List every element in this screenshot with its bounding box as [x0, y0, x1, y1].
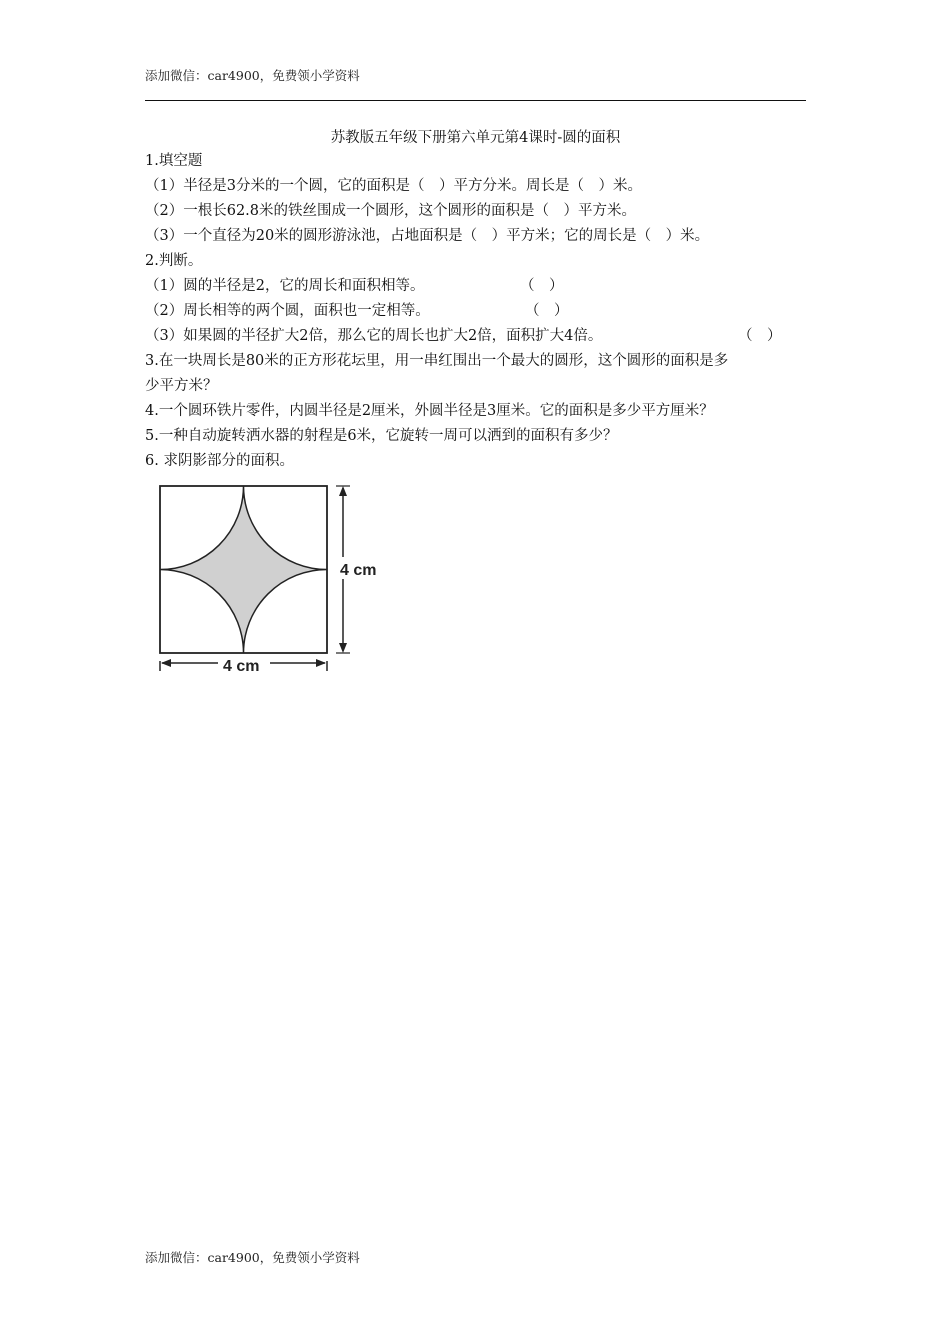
- judge-question-2: （2）周长相等的两个圆，面积也一定相等。: [145, 303, 430, 319]
- problem-5: 5.一种自动旋转洒水器的射程是6米，它旋转一周可以洒到的面积有多少？: [145, 428, 618, 444]
- section-1-heading: 1.填空题: [145, 153, 203, 169]
- judge-answer-blank-3: （ ）: [738, 328, 782, 344]
- shaded-area-figure: [156, 481, 386, 671]
- width-arrow-left: [161, 659, 171, 667]
- fill-question-2: （2）一根长62.8米的铁丝围成一个圆形，这个圆形的面积是（ ）平方米。: [145, 203, 637, 219]
- problem-3-line-2: 少平方米？: [145, 378, 218, 394]
- fill-question-3: （3）一个直径为20米的圆形游泳池，占地面积是（ ）平方米；它的周长是（ ）米。: [145, 228, 710, 244]
- judge-answer-blank-1: （ ）: [520, 278, 564, 294]
- judge-question-1: （1）圆的半径是2，它的周长和面积相等。: [145, 278, 425, 294]
- worksheet-title: 苏教版五年级下册第六单元第4课时-圆的面积: [330, 130, 621, 146]
- page-header: 添加微信：car4900，免费领小学资料: [145, 68, 360, 83]
- problem-3-line-1: 3.在一块周长是80米的正方形花坛里，用一串红围出一个最大的圆形，这个圆形的面积是多: [145, 353, 729, 369]
- judge-question-3: （3）如果圆的半径扩大2倍，那么它的周长也扩大2倍，面积扩大4倍。: [145, 328, 603, 344]
- height-arrow-bottom: [339, 643, 347, 653]
- judge-answer-blank-2: （ ）: [525, 303, 569, 319]
- fill-question-1: （1）半径是3分米的一个圆，它的面积是（ ）平方分米。周长是（ ）米。: [145, 178, 642, 194]
- height-label: 4 cm: [340, 562, 377, 579]
- width-arrow-right: [316, 659, 326, 667]
- problem-6: 6. 求阴影部分的面积。: [145, 453, 294, 469]
- height-arrow-top: [339, 486, 347, 496]
- page-footer: 添加微信：car4900，免费领小学资料: [145, 1250, 360, 1265]
- header-divider: [145, 100, 806, 101]
- shaded-region: [160, 486, 327, 653]
- section-2-heading: 2.判断。: [145, 253, 203, 269]
- problem-4: 4.一个圆环铁片零件，内圆半径是2厘米，外圆半径是3厘米。它的面积是多少平方厘米？: [145, 403, 714, 419]
- width-label: 4 cm: [223, 658, 260, 671]
